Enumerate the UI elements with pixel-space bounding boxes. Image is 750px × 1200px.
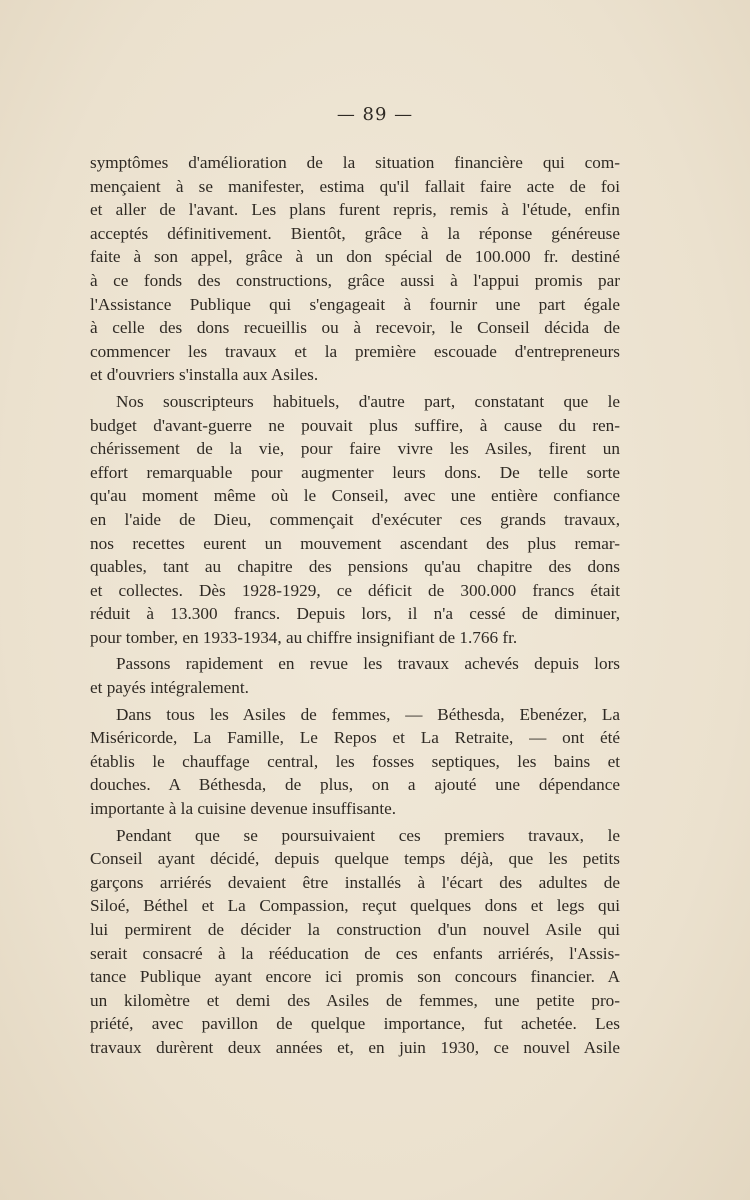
text-line: tance Publique ayant encore ici promis son concours financier. A bbox=[90, 967, 620, 987]
text-line: en l'aide de Dieu, commençait d'exécuter ces grands travaux, bbox=[90, 509, 620, 529]
text-line: Miséricorde, La Famille, Le Repos et La Retraite, — ont été bbox=[90, 728, 620, 748]
text-line: travaux durèrent deux années et, en juin 1930, ce nouvel Asile bbox=[90, 1037, 620, 1057]
text-line: et d'ouvriers s'installa aux Asiles. bbox=[90, 365, 319, 385]
text-line: Conseil ayant décidé, depuis quelque temps déjà, que les petits bbox=[90, 849, 620, 869]
text-line: à celle des dons recueillis ou à recevoir, le Conseil décida de bbox=[90, 318, 620, 338]
text-line: serait consacré à la rééducation de ces enfants arriérés, l'Assis- bbox=[90, 943, 620, 963]
text-line: et collectes. Dès 1928-1929, ce déficit de 300.000 francs était bbox=[90, 580, 620, 600]
text-line: faite à son appel, grâce à un don spécial de 100.000 fr. destiné bbox=[90, 247, 620, 267]
page-number: — 89 — bbox=[336, 104, 414, 125]
text-line: Passons rapidement en revue les travaux achevés depuis lors bbox=[116, 654, 620, 674]
text-line: un kilomètre et demi des Asiles de femmes, une petite pro- bbox=[90, 990, 620, 1010]
text-line: établis le chauffage central, les fosses septiques, les bains et bbox=[90, 751, 620, 771]
text-line: réduit à 13.300 francs. Depuis lors, il n'a cessé de diminuer, bbox=[90, 604, 620, 624]
paragraph bbox=[90, 151, 620, 387]
text-line: symptômes d'amélioration de la situation financière qui com- bbox=[90, 153, 620, 172]
text-line: Dans tous les Asiles de femmes, — Béthesda, Ebenézer, La bbox=[116, 704, 620, 724]
text-line: nos recettes eurent un mouvement ascendant des plus remar- bbox=[90, 533, 620, 553]
paragraph bbox=[90, 390, 620, 650]
text-line: Siloé, Béthel et La Compassion, reçut quelques dons et legs qui bbox=[90, 896, 620, 916]
text-line: et payés intégralement. bbox=[90, 678, 249, 698]
text-line: à ce fonds des constructions, grâce aussi à l'appui promis par bbox=[90, 270, 620, 290]
text-line: mençaient à se manifester, estima qu'il fallait faire acte de foi bbox=[90, 176, 620, 196]
text-line: importante à la cuisine devenue insuffisante. bbox=[90, 799, 397, 819]
text-line: effort remarquable pour augmenter leurs dons. De telle sorte bbox=[90, 462, 620, 482]
text-line: acceptés définitivement. Bientôt, grâce à la réponse généreuse bbox=[90, 223, 620, 243]
text-line: Pendant que se poursuivaient ces premiers travaux, le bbox=[116, 825, 620, 845]
text-line: Nos souscripteurs habituels, d'autre part, constatant que le bbox=[116, 391, 620, 411]
paragraph bbox=[90, 824, 620, 1060]
text-line: douches. A Béthesda, de plus, on a ajouté une dépendance bbox=[90, 775, 620, 795]
text-line: quables, tant au chapitre des pensions qu'au chapitre des dons bbox=[90, 557, 620, 577]
text-line: priété, avec pavillon de quelque importance, fut achetée. Les bbox=[90, 1014, 620, 1034]
text-line: budget d'avant-guerre ne pouvait plus suffire, à cause du ren- bbox=[90, 415, 620, 435]
text-line: pour tomber, en 1933-1934, au chiffre insignifiant de 1.766 fr. bbox=[90, 627, 518, 647]
text-line: chérissement de la vie, pour faire vivre les Asiles, firent un bbox=[90, 439, 620, 459]
text-line: et aller de l'avant. Les plans furent repris, remis à l'étude, enfin bbox=[90, 200, 620, 220]
paragraph bbox=[90, 703, 620, 821]
text-line: l'Assistance Publique qui s'engageait à fournir une part égale bbox=[90, 294, 620, 314]
text-line: commencer les travaux et la première escouade d'entrepreneurs bbox=[90, 341, 620, 361]
paragraph bbox=[90, 652, 620, 699]
text-line: lui permirent de décider la construction d'un nouvel Asile qui bbox=[90, 920, 620, 939]
body-text bbox=[90, 151, 620, 1060]
text-line: garçons arriérés devaient être installés à l'écart des adultes de bbox=[90, 872, 620, 892]
text-line: qu'au moment même où le Conseil, avec une entière confiance bbox=[90, 486, 620, 506]
